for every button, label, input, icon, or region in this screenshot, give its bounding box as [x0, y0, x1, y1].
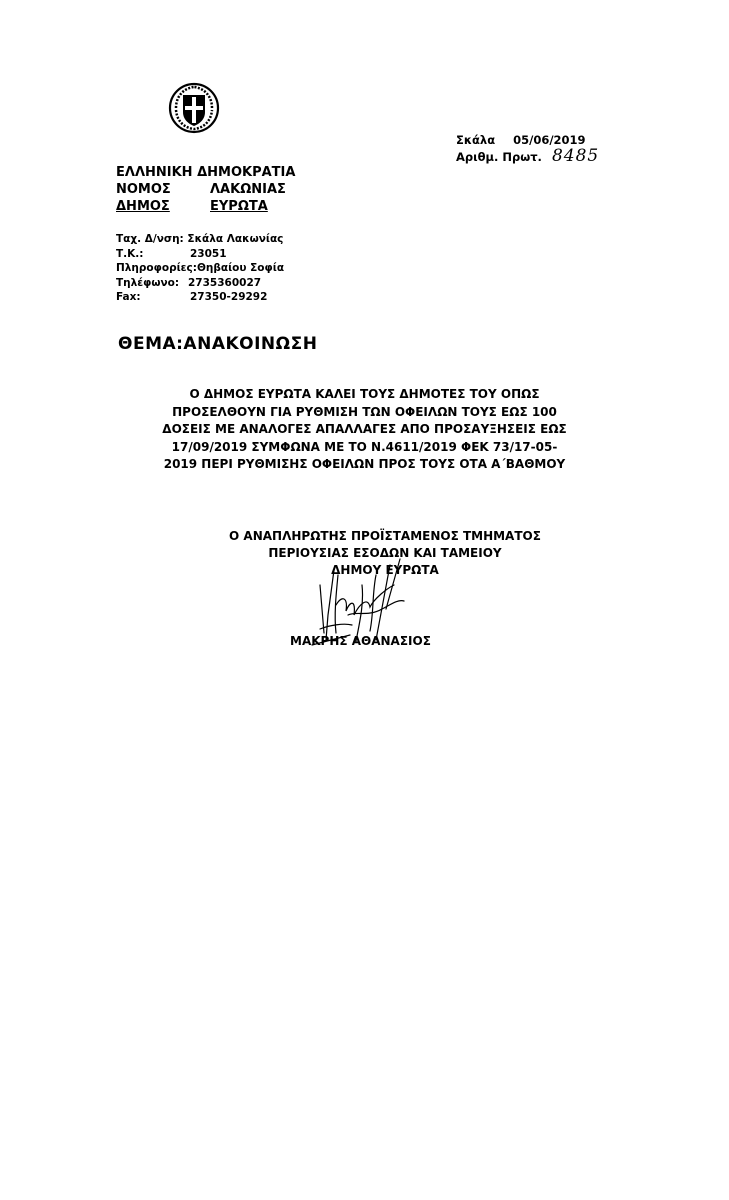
announcement-body [118, 386, 611, 474]
prefecture-value: ΛΑΚΩΝΙΑΣ [210, 182, 286, 197]
postcode-value: 23051 [190, 247, 227, 260]
prefecture-label: ΝΟΜΟΣ [116, 182, 171, 197]
header-republic: ΕΛΛΗΝΙΚΗ ΔΗΜΟΚΡΑΤΙΑ [116, 165, 296, 180]
fax-label: Fax: [116, 291, 141, 303]
info-value: Θηβαίου Σοφία [196, 262, 285, 274]
protocol-number: 8485 [551, 146, 600, 166]
fax-value: 27350-29292 [190, 291, 268, 303]
handwritten-signature-icon [290, 545, 430, 655]
signatory-line: ΔΗΜΟΥ ΕΥΡΩΤΑ [331, 563, 439, 577]
body-line: ΔΟΣΕΙΣ ΜΕ ΑΝΑΛΟΓΕΣ ΑΠΑΛΛΑΓΕΣ ΑΠΟ ΠΡΟΣΑΥΞΗΣΕΙΣ ΕΩΣ [162, 422, 567, 436]
address-label: Ταχ. Δ/νση: [116, 233, 184, 245]
contact-block [116, 232, 284, 305]
body-line: Ο ΔΗΜΟΣ ΕΥΡΩΤΑ ΚΑΛΕΙ ΤΟΥΣ ΔΗΜΟΤΕΣ ΤΟΥ ΟΠΩΣ [189, 387, 540, 401]
signatory-name: ΜΑΚΡΗΣ ΑΘΑΝΑΣΙΟΣ [290, 634, 431, 648]
body-line: 2019 ΠΕΡΙ ΡΥΘΜΙΣΗΣ ΟΦΕΙΛΩΝ ΠΡΟΣ ΤΟΥΣ ΟΤΑ Α΄ΒΑΘΜΟΥ [163, 457, 566, 471]
subject-heading: ΘΕΜΑ:ΑΝΑΚΟΙΝΩΣΗ [118, 334, 318, 354]
protocol-label: Αριθμ. Πρωτ. [456, 150, 542, 164]
document-date: 05/06/2019 [513, 133, 586, 147]
postcode-label: Τ.Κ.: [116, 247, 144, 260]
municipality-value: ΕΥΡΩΤΑ [210, 199, 268, 214]
phone-label: Τηλέφωνο: [116, 276, 180, 289]
signatory-line: Ο ΑΝΑΠΛΗΡΩΤΗΣ ΠΡΟΪΣΤΑΜΕΝΟΣ ΤΜΗΜΑΤΟΣ [229, 529, 541, 543]
address-value: Σκάλα Λακωνίας [187, 233, 284, 245]
issuer-header [116, 164, 295, 215]
body-line: ΠΡΟΣΕΛΘΟΥΝ ΓΙΑ ΡΥΘΜΙΣΗ ΤΩΝ ΟΦΕΙΛΩΝ ΤΟΥΣ ΕΩΣ 100 [172, 404, 557, 419]
signatory-line: ΠΕΡΙΟΥΣΙΑΣ ΕΣΟΔΩΝ ΚΑΙ ΤΑΜΕΙΟΥ [268, 546, 502, 560]
municipality-label: ΔΗΜΟΣ [116, 199, 170, 214]
body-line: 17/09/2019 ΣΥΜΦΩΝΑ ΜΕ ΤΟ Ν.4611/2019 ΦΕΚ 73/17-05- [171, 439, 558, 454]
place-label: Σκάλα [456, 133, 496, 147]
date-protocol-block [456, 132, 599, 165]
info-label: Πληροφορίες: [116, 262, 197, 274]
phone-value: 2735360027 [188, 276, 262, 289]
greek-emblem-icon [168, 82, 220, 134]
